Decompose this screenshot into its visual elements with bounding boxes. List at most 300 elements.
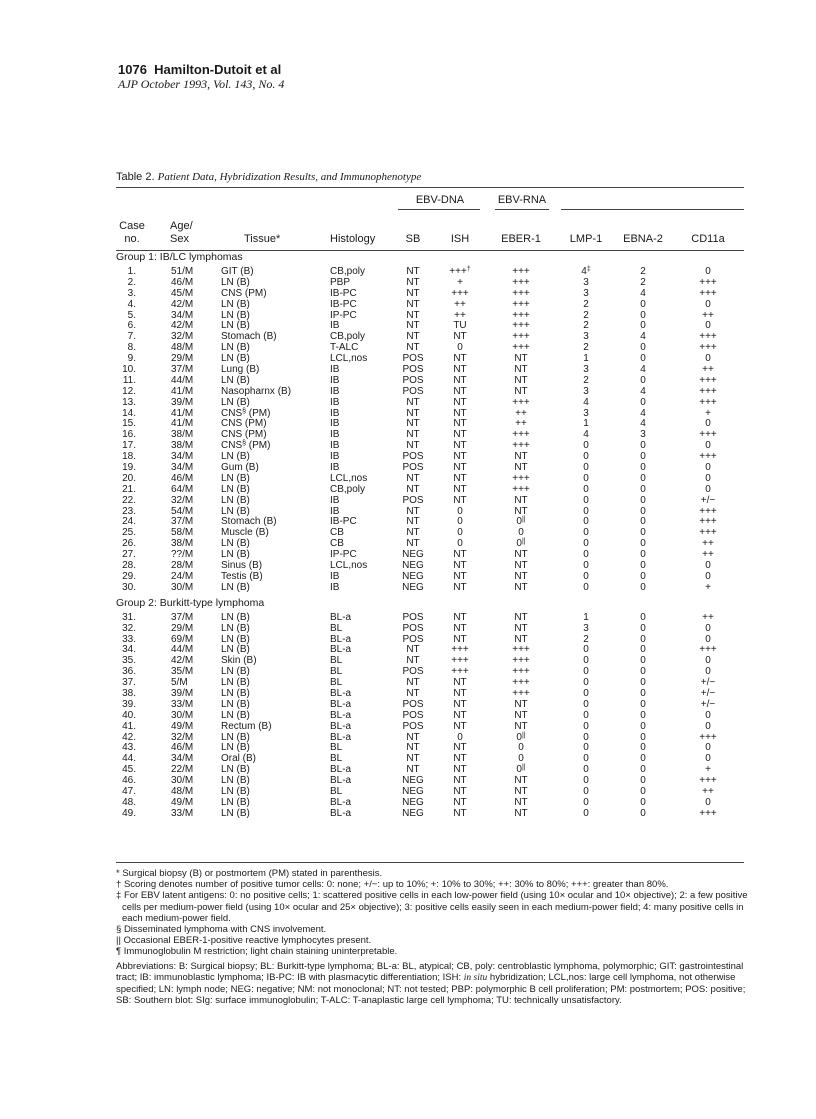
cell-value: NT: [514, 720, 528, 732]
cell-value: LN (B): [221, 677, 250, 689]
cell-value: 41/M: [171, 418, 194, 430]
cell-value: 0: [705, 440, 711, 452]
cell-value: NT: [514, 807, 528, 819]
table-row: [116, 776, 744, 787]
cell-value: +++: [699, 505, 717, 517]
cell-value: POS: [402, 353, 424, 365]
cell-value: 30/M: [171, 775, 194, 787]
cell-value: 0: [583, 505, 589, 517]
cell-value: CB: [330, 538, 344, 550]
cell-value: ++: [515, 407, 527, 419]
cell-value: NT: [514, 785, 528, 797]
table-row: [116, 689, 744, 700]
cell-value: CB,poly: [330, 483, 366, 495]
cell-value: +++: [451, 287, 469, 299]
cell-value: +++: [699, 527, 717, 539]
cell-value: 0: [583, 742, 589, 754]
cell-value: 69/M: [171, 633, 194, 645]
table-label: Table 2.: [116, 171, 155, 183]
cell-value: BL: [330, 785, 343, 797]
cell-value: 49/M: [171, 796, 194, 808]
footnote-mark: ||: [116, 935, 121, 947]
cell-value: 3: [583, 331, 589, 343]
cell-value: 2: [583, 342, 589, 354]
cell-value: NT: [453, 407, 467, 419]
footnote-text: Scoring denotes number of positive tumor cells: 0: none; +/−: up to 10%; +: 10% to 30%; ++: 30% to 80%; +++: greater than 80%.: [123, 879, 669, 891]
cell-value: LN (B): [221, 494, 250, 506]
cell-value: 0: [640, 451, 646, 463]
cell-value: 34/M: [171, 462, 194, 474]
cell-value: 0: [640, 633, 646, 645]
cell-value: 0: [640, 677, 646, 689]
cell-value: LN (B): [221, 687, 250, 699]
col-header-ish: ISH: [450, 233, 470, 245]
cell-value: LN (B): [221, 666, 250, 678]
cell-value: +++: [699, 516, 717, 528]
cell-value: 13.: [122, 396, 136, 408]
cell-value: 38/M: [171, 538, 194, 550]
col-header-sb: SB: [405, 233, 421, 245]
cell-value: Nasopharnx (B): [221, 385, 292, 397]
footnote-mark: ‡: [116, 890, 122, 902]
cell-ebna2: [619, 809, 667, 820]
cell-value: LN (B): [221, 698, 250, 710]
cell-lmp1: [566, 809, 606, 820]
table-row: [116, 528, 744, 539]
cell-value: +/−: [700, 687, 716, 699]
cell-value: 0: [583, 472, 589, 484]
cell-value: CB: [330, 527, 344, 539]
cell-value: 4: [640, 287, 646, 299]
cell-value: 0: [640, 298, 646, 310]
cell-value: IB: [330, 462, 340, 474]
cell-value: POS: [402, 385, 424, 397]
cell-value: 0: [457, 505, 463, 517]
cell-value: ++: [702, 785, 714, 797]
cell-value: 37/M: [171, 611, 194, 623]
cell-value: 2: [583, 309, 589, 321]
cell-value: BL-a: [330, 709, 352, 721]
cell-value: 0: [640, 611, 646, 623]
col-header-eber1: EBER-1: [501, 233, 541, 245]
cell-value: NT: [453, 396, 467, 408]
table-body: [116, 251, 744, 820]
col-group-ebv-rna: EBV-RNA: [497, 194, 547, 206]
cell-value: 54/M: [171, 505, 194, 517]
cell-value: 0: [705, 472, 711, 484]
cell-value: NT: [453, 785, 467, 797]
cell-value: NT: [453, 796, 467, 808]
cell-value: 44/M: [171, 374, 194, 386]
cell-value: LN (B): [221, 785, 250, 797]
table-row: [116, 354, 744, 365]
cell-value: IP-PC: [330, 309, 357, 321]
abbreviations-part-1: Abbreviations: B: Surgical biopsy; BL: Burkitt-type lymphoma; BL-a: BL, atypical; CB, poly: centroblastic lymphoma, polymorphic; GIT: gastrointestinal tract; IB: immunoblastic lymphoma; IB-PC: IB with plasmacytic differentiation; ISH:: [116, 960, 744, 983]
cell-value: 39/M: [171, 396, 194, 408]
cell-value: POS: [402, 698, 424, 710]
cell-value: 32/M: [171, 731, 194, 743]
table-row: [116, 376, 744, 387]
cell-value: BL-a: [330, 764, 352, 776]
cell-value: 1: [583, 611, 589, 623]
table-row: [116, 678, 744, 689]
table-bottom-rule: [116, 862, 744, 863]
cell-value: NT: [514, 462, 528, 474]
cell-value: 41/M: [171, 407, 194, 419]
cell-value: 0: [705, 353, 711, 365]
cell-value: 44/M: [171, 644, 194, 656]
cell-value: LN (B): [221, 538, 250, 550]
cell-value: 0: [457, 538, 463, 550]
cell-value: BL: [330, 753, 343, 765]
cell-case-no: [122, 583, 136, 594]
table-row: [116, 733, 744, 744]
cell-value: POS: [402, 494, 424, 506]
cell-value: 0: [640, 581, 646, 593]
table-row: [116, 430, 744, 441]
cell-value: NT: [406, 742, 420, 754]
cell-value: IB: [330, 429, 340, 441]
cell-value: 3: [583, 385, 589, 397]
cell-value: 32/M: [171, 331, 194, 343]
cell-value: 0: [705, 462, 711, 474]
cell-value: NT: [406, 342, 420, 354]
cell-value: 42/M: [171, 655, 194, 667]
cell-value: ++: [454, 298, 466, 310]
cell-value: LN (B): [221, 505, 250, 517]
cell-value: NT: [514, 611, 528, 623]
table-row: [116, 667, 744, 678]
cell-value: NT: [453, 807, 467, 819]
cell-value: +++: [699, 775, 717, 787]
cell-value: 24/M: [171, 570, 194, 582]
cell-value: +++: [699, 731, 717, 743]
cell-value: 0: [583, 687, 589, 699]
cell-value: CNS: [221, 407, 243, 419]
table-caption: [116, 171, 421, 183]
cell-value: NT: [406, 396, 420, 408]
cell-value: 28.: [122, 560, 136, 572]
cell-value: LN (B): [221, 451, 250, 463]
cell-value: 0: [640, 505, 646, 517]
cell-value: GIT (B): [221, 266, 254, 277]
cell-value: 0: [516, 764, 522, 776]
cell-value: 12.: [122, 385, 136, 397]
abbreviations-part-2: hybridization; LCL,nos: large cell lymphoma, not otherwise specified; LN: lymph node; NEG: negative; NM: not monoclonal; NT: not tested; PBP: polymorphic B cell proliferation; PM: postmortem; POS: positive; SB: Southern blot: SIg: surface immunoglobulin; T-ALC: T-anaplastic large cell lymphoma; TU: technically unsatisfactory.: [116, 971, 746, 1007]
footnote-marker: †: [466, 266, 471, 273]
cell-value: 33/M: [171, 698, 194, 710]
cell-value: 0: [640, 698, 646, 710]
table-row: [116, 635, 744, 646]
cell-value: 33/M: [171, 807, 194, 819]
cell-value: +++: [512, 331, 530, 343]
cell-value: 34/M: [171, 753, 194, 765]
table-row: [116, 711, 744, 722]
cell-value: 0: [640, 462, 646, 474]
cell-histology: [330, 809, 351, 820]
cell-value: Sinus (B): [221, 560, 263, 572]
cell-value: +++: [699, 396, 717, 408]
cell-value: NT: [453, 698, 467, 710]
cell-value: 0: [583, 796, 589, 808]
cell-value: 4: [640, 331, 646, 343]
cell-value: 0: [583, 516, 589, 528]
cell-value: POS: [402, 666, 424, 678]
cell-value: 46.: [122, 775, 136, 787]
cell-value: 46/M: [171, 742, 194, 754]
cell-value: 0: [583, 775, 589, 787]
cell-value: LN (B): [221, 472, 250, 484]
footnote-text: Immunoglobulin M restriction; light chain staining uninterpretable.: [123, 946, 398, 958]
group-title: Group 1: IB/LC lymphomas: [116, 251, 243, 263]
cell-value: NT: [406, 287, 420, 299]
cell-value: LN (B): [221, 342, 250, 354]
cell-value: 22/M: [171, 764, 194, 776]
table-row: [116, 387, 744, 398]
cell-value: 0: [640, 622, 646, 634]
cell-value: 0: [516, 538, 522, 550]
table-row: [116, 267, 744, 278]
cell-value: 0: [457, 342, 463, 354]
cell-value: 7.: [127, 331, 136, 343]
cell-value: 41.: [122, 720, 136, 732]
cell-value: BL: [330, 742, 343, 754]
table-row: [116, 474, 744, 485]
cell-value: BL-a: [330, 807, 352, 819]
cell-value: NT: [453, 462, 467, 474]
cell-value: NT: [514, 494, 528, 506]
cell-value: 0: [583, 764, 589, 776]
cell-value: 0: [583, 483, 589, 495]
cell-value: NT: [406, 527, 420, 539]
cell-value: 0: [516, 516, 522, 528]
cell-value: +++: [512, 396, 530, 408]
cell-value: NT: [453, 622, 467, 634]
abbreviations-italic: in situ: [463, 972, 488, 983]
cell-value: LCL,nos: [330, 472, 368, 484]
cell-value: 38/M: [171, 429, 194, 441]
cell-value: 17.: [122, 440, 136, 452]
cell-value: +++: [699, 451, 717, 463]
cell-value: 0: [457, 731, 463, 743]
footnote-igm: [116, 946, 748, 957]
table-row: [116, 645, 744, 656]
cell-value: 30/M: [171, 581, 194, 593]
cell-value: 0: [640, 320, 646, 332]
footnote-marker: ||: [521, 731, 526, 739]
ebv-dna-rule: [398, 209, 480, 210]
cell-value: 23.: [122, 505, 136, 517]
cell-value: 37/M: [171, 364, 194, 376]
cell-value: NEG: [402, 581, 424, 593]
cell-value: 1: [583, 353, 589, 365]
table-row: [116, 343, 744, 354]
cell-value: 0: [583, 451, 589, 463]
cell-value: BL-a: [330, 796, 352, 808]
cell-value: 37.: [122, 677, 136, 689]
cell-value: 3: [583, 276, 589, 288]
cell-value: 4: [640, 385, 646, 397]
cell-value: 0: [705, 753, 711, 765]
cell-value: 1.: [127, 266, 136, 277]
cell-value: +++: [512, 298, 530, 310]
cell-eber1: [497, 809, 545, 820]
footnote-text: For EBV latent antigens: 0: no positive cells; 1: scattered positive cells in each low-power field (using 10× ocular and 10× objective); 2: a few positive cells per medium-power field (using 10× ocular and 25× objective); 3: positive cells easily seen in each medium-power field; 4: many positive cells in each medium-power field.: [122, 890, 748, 924]
cell-value: 0: [640, 644, 646, 656]
cell-value: 47.: [122, 785, 136, 797]
cell-value: 2.: [127, 276, 136, 288]
cell-value: NT: [453, 709, 467, 721]
cell-value: 3: [583, 407, 589, 419]
cell-value: IB: [330, 396, 340, 408]
cell-value: POS: [402, 622, 424, 634]
cell-value: BL-a: [330, 687, 352, 699]
cell-value: 0: [640, 538, 646, 550]
cell-value: 39.: [122, 698, 136, 710]
cell-value: IB: [330, 440, 340, 452]
cell-value: 0: [583, 538, 589, 550]
cell-value: 1: [583, 418, 589, 430]
cell-value: 48/M: [171, 785, 194, 797]
cell-value: POS: [402, 611, 424, 623]
cell-value: NT: [453, 353, 467, 365]
cell-value: 2: [640, 266, 646, 277]
journal-citation: AJP October 1993, Vol. 143, No. 4: [118, 77, 285, 91]
cell-value: 24.: [122, 516, 136, 528]
cell-value: 31.: [122, 611, 136, 623]
cell-value: LN (B): [221, 622, 250, 634]
cell-value: LN (B): [221, 581, 250, 593]
cell-value: 0: [640, 483, 646, 495]
cell-value: 4: [583, 396, 589, 408]
cell-value: 0: [705, 622, 711, 634]
table-row: [116, 550, 744, 561]
table-row: [116, 441, 744, 452]
cell-value: 0: [640, 720, 646, 732]
cell-value: BL: [330, 622, 343, 634]
cell-value: +/−: [700, 677, 716, 689]
cell-value: +++: [449, 266, 467, 277]
cell-case-no: [122, 809, 136, 820]
cell-value: 21.: [122, 483, 136, 495]
cell-value: NT: [453, 440, 467, 452]
phenotype-rule: [561, 209, 744, 210]
cell-value: +++: [699, 276, 717, 288]
cell-value: 3: [583, 622, 589, 634]
cell-value: +++: [512, 655, 530, 667]
cell-value: 0: [705, 560, 711, 572]
cell-value: 0: [640, 516, 646, 528]
cell-value: ??/M: [171, 549, 194, 561]
cell-value: 29/M: [171, 353, 194, 365]
cell-value: 4: [640, 418, 646, 430]
cell-value: 0: [640, 440, 646, 452]
cell-value: 27.: [122, 549, 136, 561]
cell-value: 36.: [122, 666, 136, 678]
cell-value: 0: [457, 527, 463, 539]
table-row: [116, 278, 744, 289]
cell-value: +++: [699, 331, 717, 343]
cell-value: LN (B): [221, 709, 250, 721]
cell-value: 0: [705, 655, 711, 667]
cell-value: 38.: [122, 687, 136, 699]
cell-value: 46/M: [171, 472, 194, 484]
cell-value: Oral (B): [221, 753, 256, 765]
table-row: [116, 300, 744, 311]
cell-value: LN (B): [221, 396, 250, 408]
cell-eber1: [497, 583, 545, 594]
cell-value: NT: [406, 320, 420, 332]
cell-value: 34.: [122, 644, 136, 656]
cell-value: POS: [402, 709, 424, 721]
header-authors: Hamilton-Dutoit et al: [154, 62, 282, 77]
cell-value: 0: [640, 396, 646, 408]
cell-value: 0: [640, 549, 646, 561]
col-case-line-1: Case: [119, 220, 145, 232]
cell-value: NT: [514, 505, 528, 517]
cell-cd11a: [682, 809, 734, 820]
table-row: [116, 463, 744, 474]
cell-value: CNS (PM): [221, 418, 267, 430]
cell-value: +++: [512, 666, 530, 678]
running-header: [118, 62, 284, 91]
table-row: [116, 583, 744, 594]
cell-value: 0: [583, 527, 589, 539]
cell-value: 0: [640, 527, 646, 539]
table-title: Patient Data, Hybridization Results, and Immunophenotype: [157, 171, 422, 183]
cell-value: NT: [514, 560, 528, 572]
cell-value: 0: [705, 320, 711, 332]
cell-value: NT: [514, 633, 528, 645]
cell-value: 4: [581, 266, 587, 277]
cell-value: 9.: [127, 353, 136, 365]
cell-value: +++: [512, 677, 530, 689]
cell-value: 0: [583, 462, 589, 474]
cell-value: IB: [330, 505, 340, 517]
cell-value: +++: [699, 807, 717, 819]
cell-tissue: [221, 809, 250, 820]
cell-value: 26.: [122, 538, 136, 550]
cell-value: +++: [512, 320, 530, 332]
cell-value: NT: [406, 687, 420, 699]
cell-value: +: [705, 581, 711, 593]
cell-value: 35.: [122, 655, 136, 667]
cell-value: LN (B): [221, 374, 250, 386]
cell-value: 48/M: [171, 342, 194, 354]
cell-value: 2: [583, 298, 589, 310]
cell-value: NT: [406, 407, 420, 419]
cell-value: 0: [640, 655, 646, 667]
cell-value: 32/M: [171, 494, 194, 506]
ebv-rna-rule: [495, 209, 549, 210]
col-header-lmp1: LMP-1: [569, 233, 603, 245]
cell-value: POS: [402, 374, 424, 386]
table-row: [116, 507, 744, 518]
page-number: 1076: [118, 62, 147, 77]
table-row: [116, 561, 744, 572]
footnote-marker: ||: [521, 516, 526, 524]
footnote-mark: §: [116, 924, 122, 936]
table-row: [116, 787, 744, 798]
table-row: [116, 572, 744, 583]
header-line-1: [118, 62, 284, 77]
footnote-disseminated: [116, 924, 748, 935]
cell-value: BL: [330, 655, 343, 667]
cell-value: LN (B): [221, 764, 250, 776]
cell-value: NT: [406, 472, 420, 484]
cell-value: 0: [583, 440, 589, 452]
footnote-marker: §: [242, 440, 247, 448]
